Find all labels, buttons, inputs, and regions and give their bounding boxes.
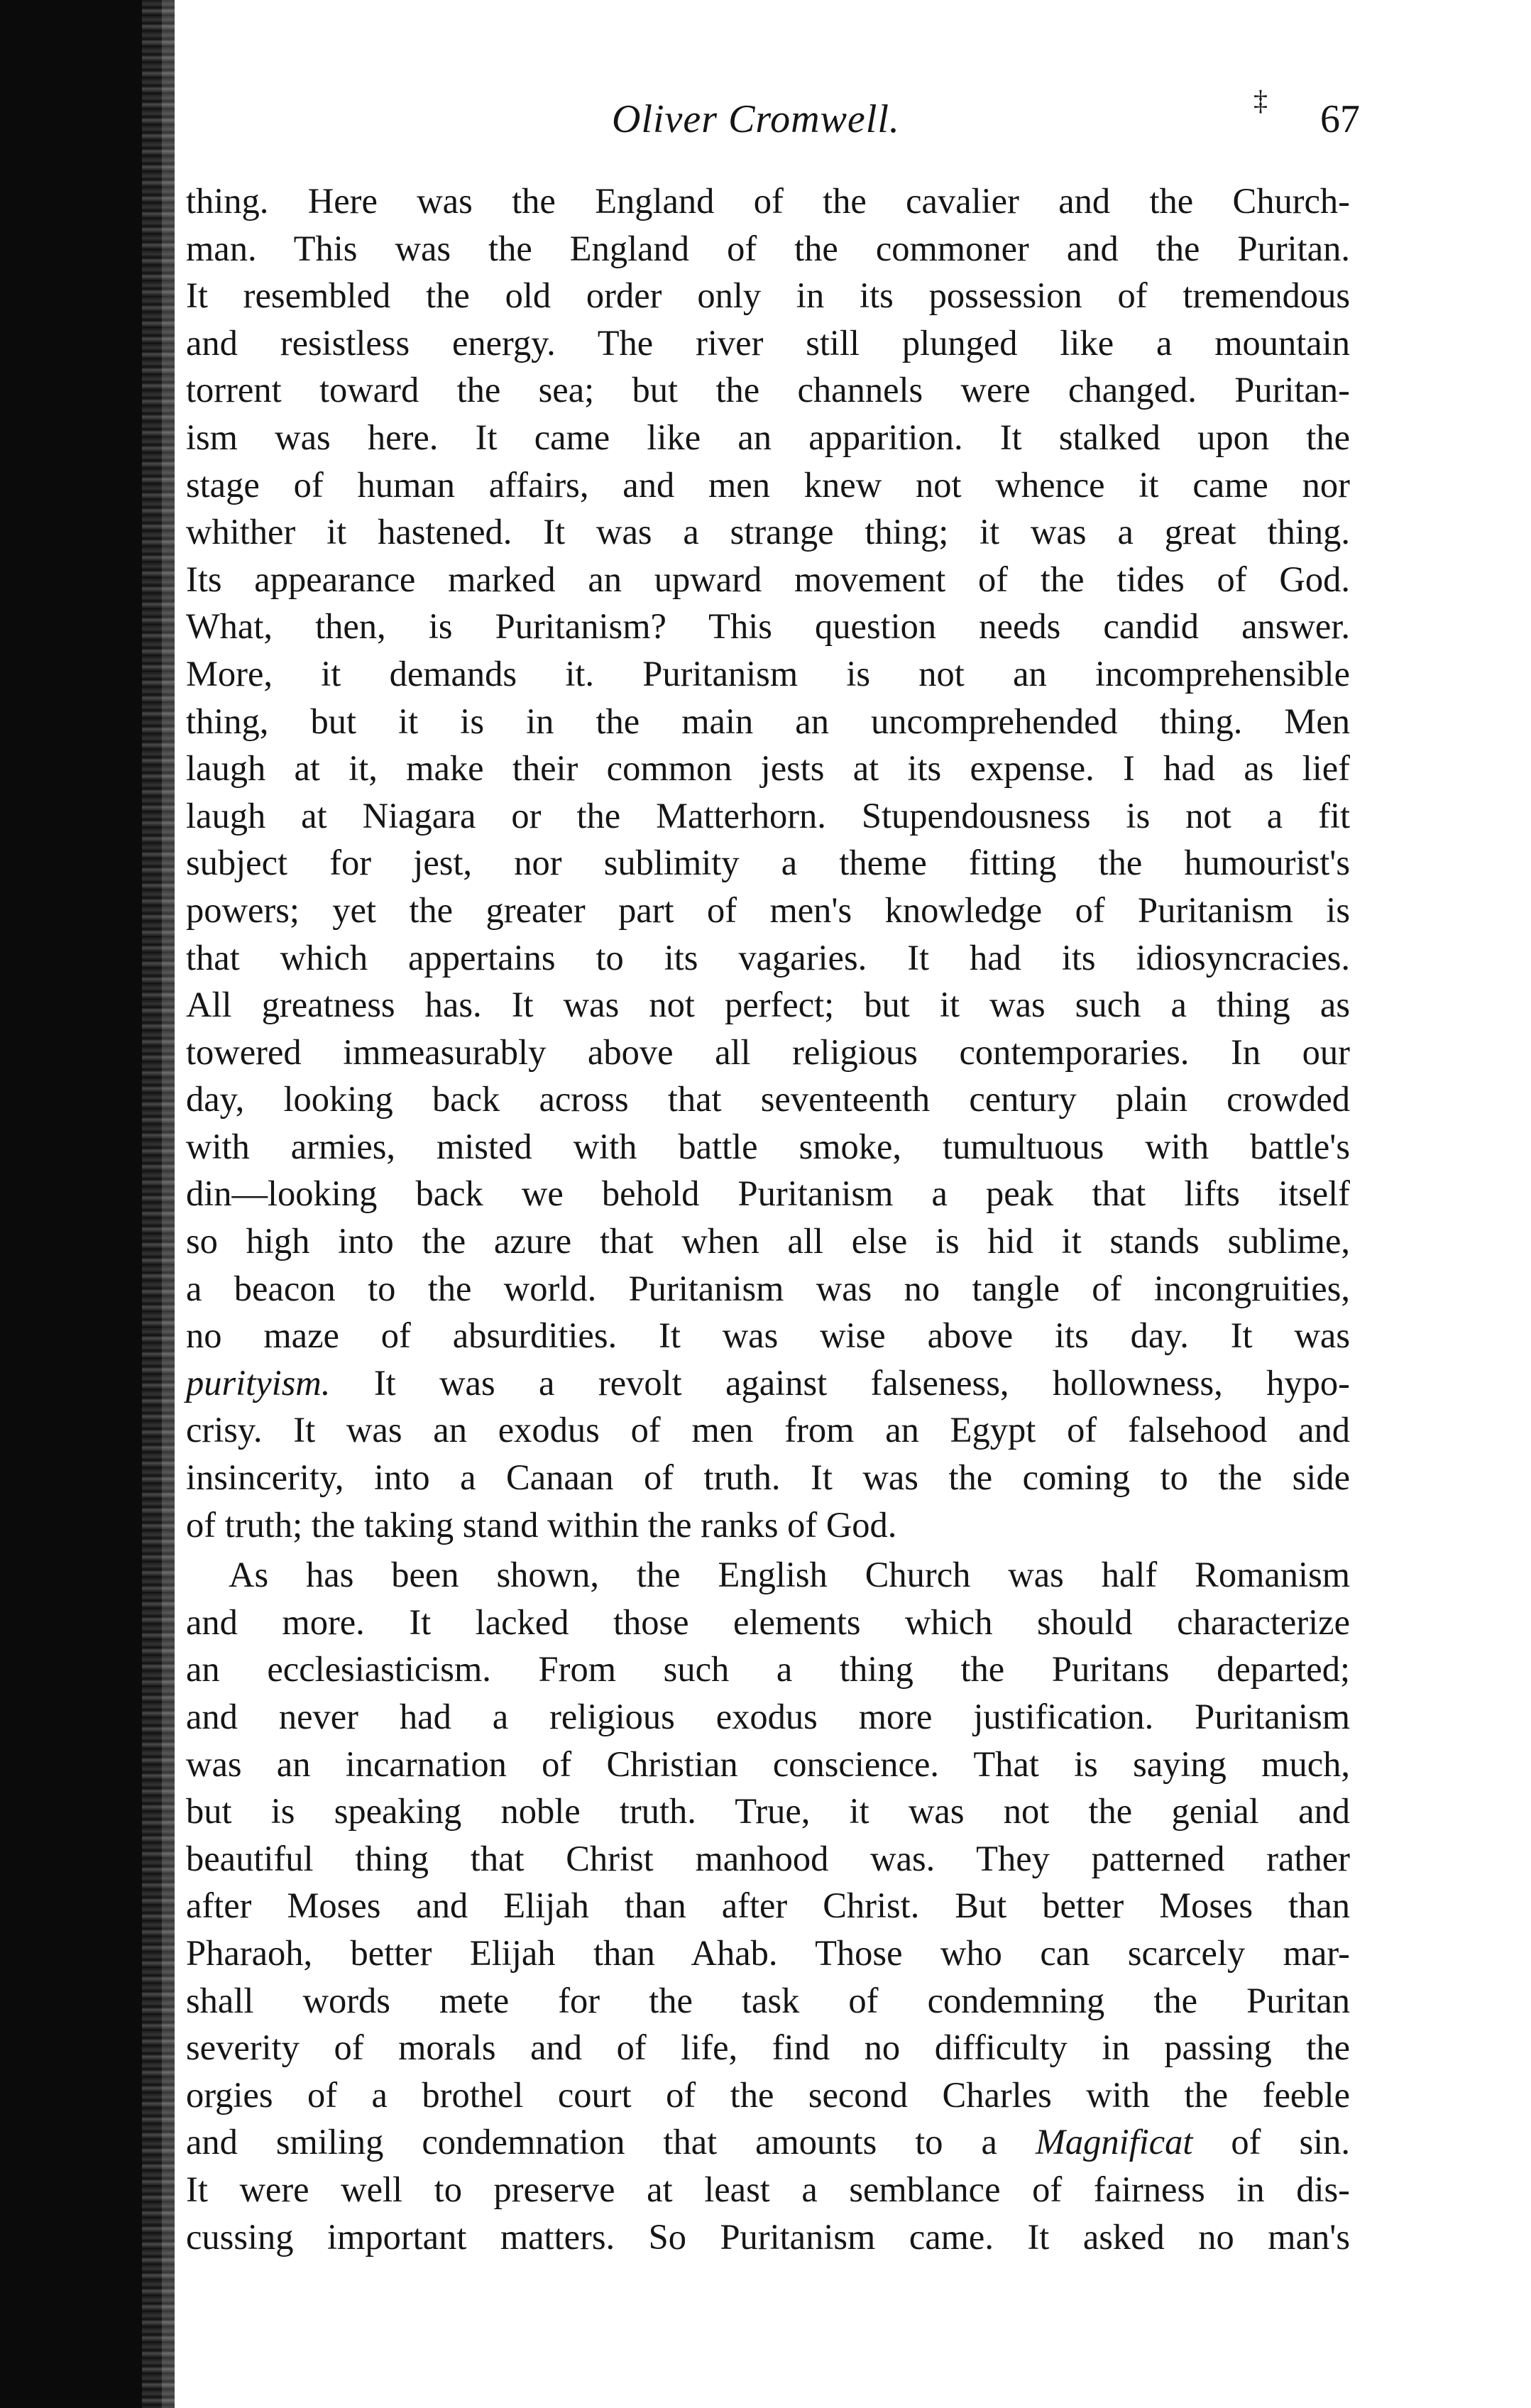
text-line: stage of human affairs, and men knew not whence it came nor	[186, 464, 1350, 505]
text-line: beautiful thing that Christ manhood was. They patterned rather	[186, 1838, 1350, 1878]
text-line: ism was here. It came like an apparition. It stalked upon the	[186, 417, 1350, 457]
text-line: orgies of a brothel court of the second Charles with the feeble	[186, 2074, 1350, 2115]
emphasis: Magnificat	[1035, 2122, 1193, 2162]
text-line: What, then, is Puritanism? This question needs candid answer.	[186, 606, 1350, 647]
text-line: thing, but it is in the main an uncomprehended thing. Men	[186, 701, 1350, 741]
text-line: a beacon to the world. Puritanism was no tangle of incongruities,	[186, 1268, 1350, 1308]
text-line: severity of morals and of life, find no difficulty in passing the	[186, 2027, 1350, 2068]
text-line: insincerity, into a Canaan of truth. It was the coming to the side	[186, 1457, 1350, 1498]
page-header	[0, 84, 1531, 148]
page-number: 67	[1320, 97, 1360, 141]
text-line: crisy. It was an exodus of men from an Egypt of falsehood and	[186, 1410, 1350, 1450]
text-line: Pharaoh, better Elijah than Ahab. Those who can scarcely mar-	[186, 1932, 1350, 1973]
text-line: man. This was the England of the commoner and the Puritan.	[186, 228, 1350, 268]
text-line: Its appearance marked an upward movement of the tides of God.	[186, 559, 1350, 599]
text-line: More, it demands it. Puritanism is not an incomprehensible	[186, 653, 1350, 694]
text-line: and resistless energy. The river still plunged like a mountain	[186, 322, 1350, 363]
text-line: laugh at Niagara or the Matterhorn. Stupendousness is not a fit	[186, 795, 1350, 836]
text-line: and smiling condemnation that amounts to a Magnificat of sin.	[186, 2122, 1351, 2162]
scan-gutter-shadow	[0, 0, 162, 2408]
body-text	[186, 177, 1350, 2260]
text-line: was an incarnation of Christian conscience. That is saying much,	[186, 1744, 1350, 1784]
text-line: thing. Here was the England of the cavalier and the Church-	[186, 181, 1350, 221]
scan-gutter-edge	[142, 0, 175, 2408]
text-line: an ecclesiasticism. From such a thing the Puritans departed;	[186, 1649, 1350, 1690]
text-line: All greatness has. It was not perfect; but it was such a thing as	[186, 985, 1350, 1025]
printer-mark: ‡	[1253, 84, 1268, 116]
text-line: so high into the azure that when all else is hid it stands sublime,	[186, 1221, 1350, 1262]
text-line: but is speaking noble truth. True, it was not the genial and	[186, 1791, 1350, 1832]
emphasis: purityism.	[186, 1362, 331, 1403]
text-line: after Moses and Elijah than after Christ. But better Moses than	[186, 1886, 1350, 1926]
text-line: whither it hastened. It was a strange thing; it was a great thing.	[186, 512, 1350, 552]
text-line: torrent toward the sea; but the channels were changed. Puritan-	[186, 370, 1350, 410]
text-line: towered immeasurably above all religious contemporaries. In our	[186, 1031, 1350, 1072]
text-line: laugh at it, make their common jests at its expense. I had as lief	[186, 748, 1350, 789]
text-line: It were well to preserve at least a semblance of fairness in dis-	[186, 2169, 1350, 2209]
text-line: subject for jest, nor sublimity a theme fitting the humourist's	[186, 843, 1350, 883]
paragraph-1	[186, 177, 1350, 1548]
text-line: purityism. It was a revolt against falseness, hollowness, hypo-	[186, 1362, 1350, 1403]
text-line: shall words mete for the task of condemning the Puritan	[186, 1980, 1350, 2020]
text-line: It resembled the old order only in its possession of tremendous	[186, 275, 1350, 316]
text-line: din—looking back we behold Puritanism a peak that lifts itself	[186, 1173, 1350, 1214]
text-line: with armies, misted with battle smoke, tumultuous with battle's	[186, 1126, 1350, 1166]
running-title: Oliver Cromwell.	[612, 97, 900, 141]
text-line: powers; yet the greater part of men's knowledge of Puritanism is	[186, 890, 1350, 930]
text-line: that which appertains to its vagaries. It had its idiosyncracies.	[186, 937, 1350, 978]
text-line: no maze of absurdities. It was wise above its day. It was	[186, 1315, 1350, 1356]
text-line: cussing important matters. So Puritanism came. It asked no man's	[186, 2216, 1350, 2257]
text-line: As has been shown, the English Church was half Romanism	[229, 1555, 1350, 1595]
text-line: day, looking back across that seventeenth century plain crowded	[186, 1079, 1350, 1120]
text-line: and more. It lacked those elements which should characterize	[186, 1602, 1350, 1642]
text-line: and never had a religious exodus more justification. Puritanism	[186, 1697, 1350, 1736]
paragraph-2	[186, 1551, 1350, 2260]
text-line: of truth; the taking stand within the ranks of God.	[186, 1504, 897, 1545]
